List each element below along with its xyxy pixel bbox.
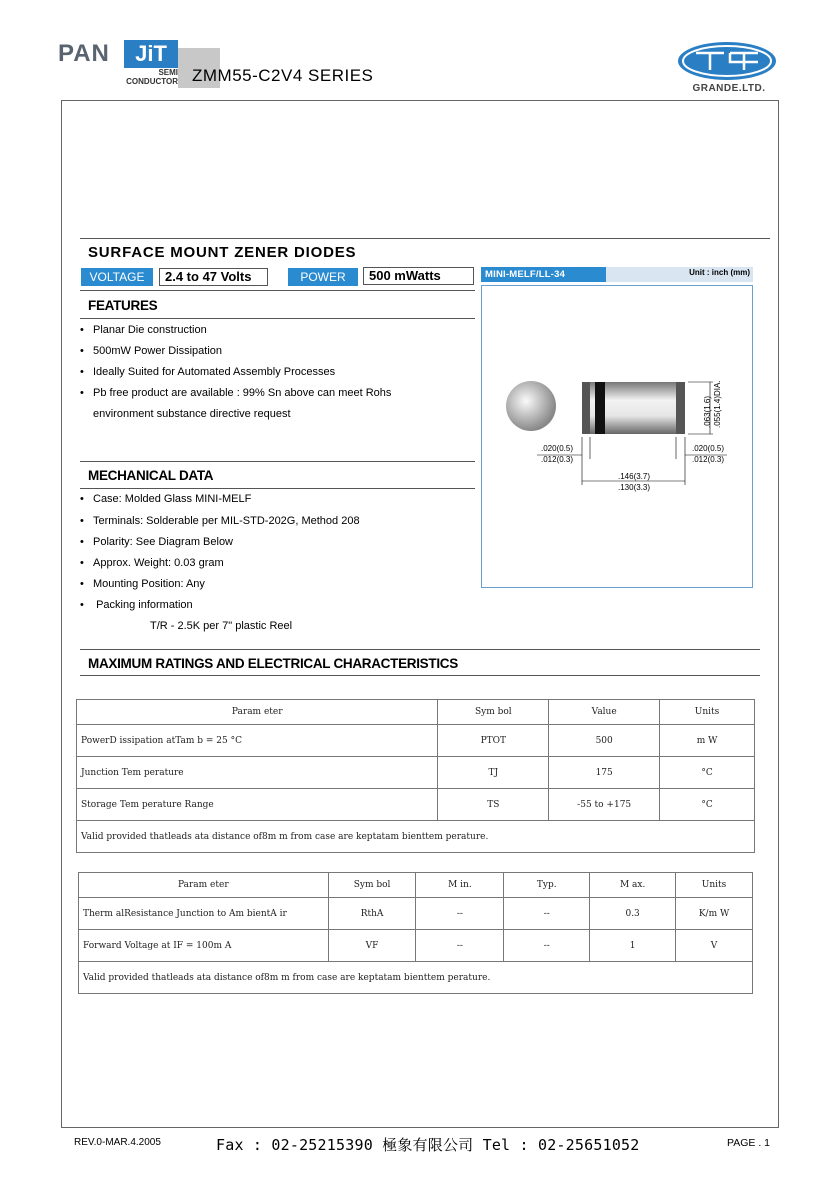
table-header-cell: Param eter: [79, 873, 329, 898]
footer-revision: REV.0-MAR.4.2005: [74, 1137, 161, 1148]
footer-page-number: PAGE . 1: [727, 1137, 770, 1149]
mechanical-item: • Terminals: Solderable per MIL-STD-202G, Method 208: [80, 515, 360, 527]
dim-dia2: .055(1.4)DIA.: [713, 380, 722, 428]
divider: [80, 461, 475, 462]
table-row: [79, 930, 753, 962]
table-header-cell: Sym bol: [438, 700, 549, 725]
diode-drawing-icon: [481, 285, 753, 588]
table-cell: 1: [590, 930, 676, 962]
package-unit: Unit : inch (mm): [689, 268, 750, 277]
table-cell: --: [416, 930, 504, 962]
table-header-cell: M in.: [416, 873, 504, 898]
table-header-cell: Param eter: [77, 700, 438, 725]
logo-jit: JiT: [124, 40, 178, 68]
table-cell: °C: [660, 789, 755, 821]
table-header-cell: Units: [660, 700, 755, 725]
table-row: [79, 898, 753, 930]
table-header-row: [77, 700, 755, 725]
table-cell: -55 to +175: [549, 789, 660, 821]
table-cell: m W: [660, 725, 755, 757]
dim-left-bottom: .012(0.3): [541, 455, 574, 464]
table-row: [77, 725, 755, 757]
table-cell: 0.3: [590, 898, 676, 930]
ratings-heading: MAXIMUM RATINGS AND ELECTRICAL CHARACTERISTICS: [88, 656, 458, 671]
divider: [80, 318, 475, 319]
power-value: 500 mWatts: [363, 267, 474, 285]
table-header-cell: Value: [549, 700, 660, 725]
table-row: [77, 789, 755, 821]
table-cell: °C: [660, 757, 755, 789]
divider: [80, 290, 475, 291]
package-name: MINI-MELF/LL-34: [481, 267, 606, 282]
voltage-value: 2.4 to 47 Volts: [159, 268, 268, 286]
table-cell: TJ: [438, 757, 549, 789]
grande-text: GRANDE.LTD.: [692, 83, 766, 94]
table-cell: PTOT: [438, 725, 549, 757]
table-cell: VF: [328, 930, 416, 962]
table-cell: PowerD issipation atTam b = 25 °C: [77, 725, 438, 757]
mechanical-heading: MECHANICAL DATA: [88, 468, 214, 483]
table-row: [77, 757, 755, 789]
table-cell: V: [676, 930, 753, 962]
mechanical-item: • Case: Molded Glass MINI-MELF: [80, 493, 252, 505]
grande-logo-icon: [676, 40, 778, 82]
table-note: Valid provided thatleads ata distance of8m m from case are keptatam bienttem perature.: [79, 962, 753, 994]
dim-length-bottom: .130(3.3): [618, 483, 651, 492]
table-header-row: [79, 873, 753, 898]
feature-item: • 500mW Power Dissipation: [80, 345, 222, 357]
divider: [80, 238, 770, 239]
table-cell: --: [504, 898, 590, 930]
divider: [80, 488, 475, 489]
feature-item: • Ideally Suited for Automated Assembly Processes: [80, 366, 336, 378]
table-cell: --: [504, 930, 590, 962]
characteristics-table: [78, 872, 753, 994]
table-header-cell: Sym bol: [328, 873, 416, 898]
logo-semiconductor: SEMI CONDUCTOR: [126, 68, 178, 86]
voltage-label: VOLTAGE: [81, 268, 153, 286]
divider: [80, 675, 760, 676]
logo-pan: PAN: [58, 40, 110, 67]
feature-item: • Pb free product are available : 99% Sn above can meet Rohs: [80, 387, 392, 399]
mechanical-item: • Approx. Weight: 0.03 gram: [80, 557, 224, 569]
table-header-cell: Units: [676, 873, 753, 898]
feature-item-continued: environment substance directive request: [93, 408, 291, 420]
table-header-cell: Typ.: [504, 873, 590, 898]
feature-item: • Planar Die construction: [80, 324, 207, 336]
dim-dia: .063(1.6): [703, 395, 712, 428]
dim-right-top: .020(0.5): [692, 444, 725, 453]
table-header-cell: M ax.: [590, 873, 676, 898]
divider: [80, 649, 760, 650]
main-title: SURFACE MOUNT ZENER DIODES: [88, 244, 357, 261]
table-cell: Forward Voltage at IF = 100m A: [79, 930, 329, 962]
mechanical-item-packing: T/R - 2.5K per 7" plastic Reel: [150, 620, 293, 632]
table-cell: --: [416, 898, 504, 930]
table-cell: K/m W: [676, 898, 753, 930]
mechanical-item: • Polarity: See Diagram Below: [80, 536, 234, 548]
table-cell: 500: [549, 725, 660, 757]
power-label: POWER: [288, 268, 358, 286]
table-note-row: [77, 821, 755, 853]
series-title: ZMM55-C2V4 SERIES: [192, 66, 374, 85]
table-cell: 175: [549, 757, 660, 789]
table-cell: Junction Tem perature: [77, 757, 438, 789]
features-heading: FEATURES: [88, 298, 158, 313]
dim-left-top: .020(0.5): [541, 444, 574, 453]
table-note-row: [79, 962, 753, 994]
dim-right-bottom: .012(0.3): [692, 455, 725, 464]
table-note: Valid provided thatleads ata distance of8m m from case are keptatam bienttem perature.: [77, 821, 755, 853]
table-cell: Therm alResistance Junction to Am bientA ir: [79, 898, 329, 930]
table-cell: Storage Tem perature Range: [77, 789, 438, 821]
ratings-table: [76, 699, 755, 853]
table-cell: RthA: [328, 898, 416, 930]
footer-contact: Fax : 02-25215390 極象有限公司 Tel : 02-25651052: [216, 1136, 640, 1154]
table-cell: TS: [438, 789, 549, 821]
dim-length-top: .146(3.7): [618, 472, 651, 481]
mechanical-item: • Packing information: [80, 599, 193, 611]
mechanical-item: • Mounting Position: Any: [80, 578, 205, 590]
